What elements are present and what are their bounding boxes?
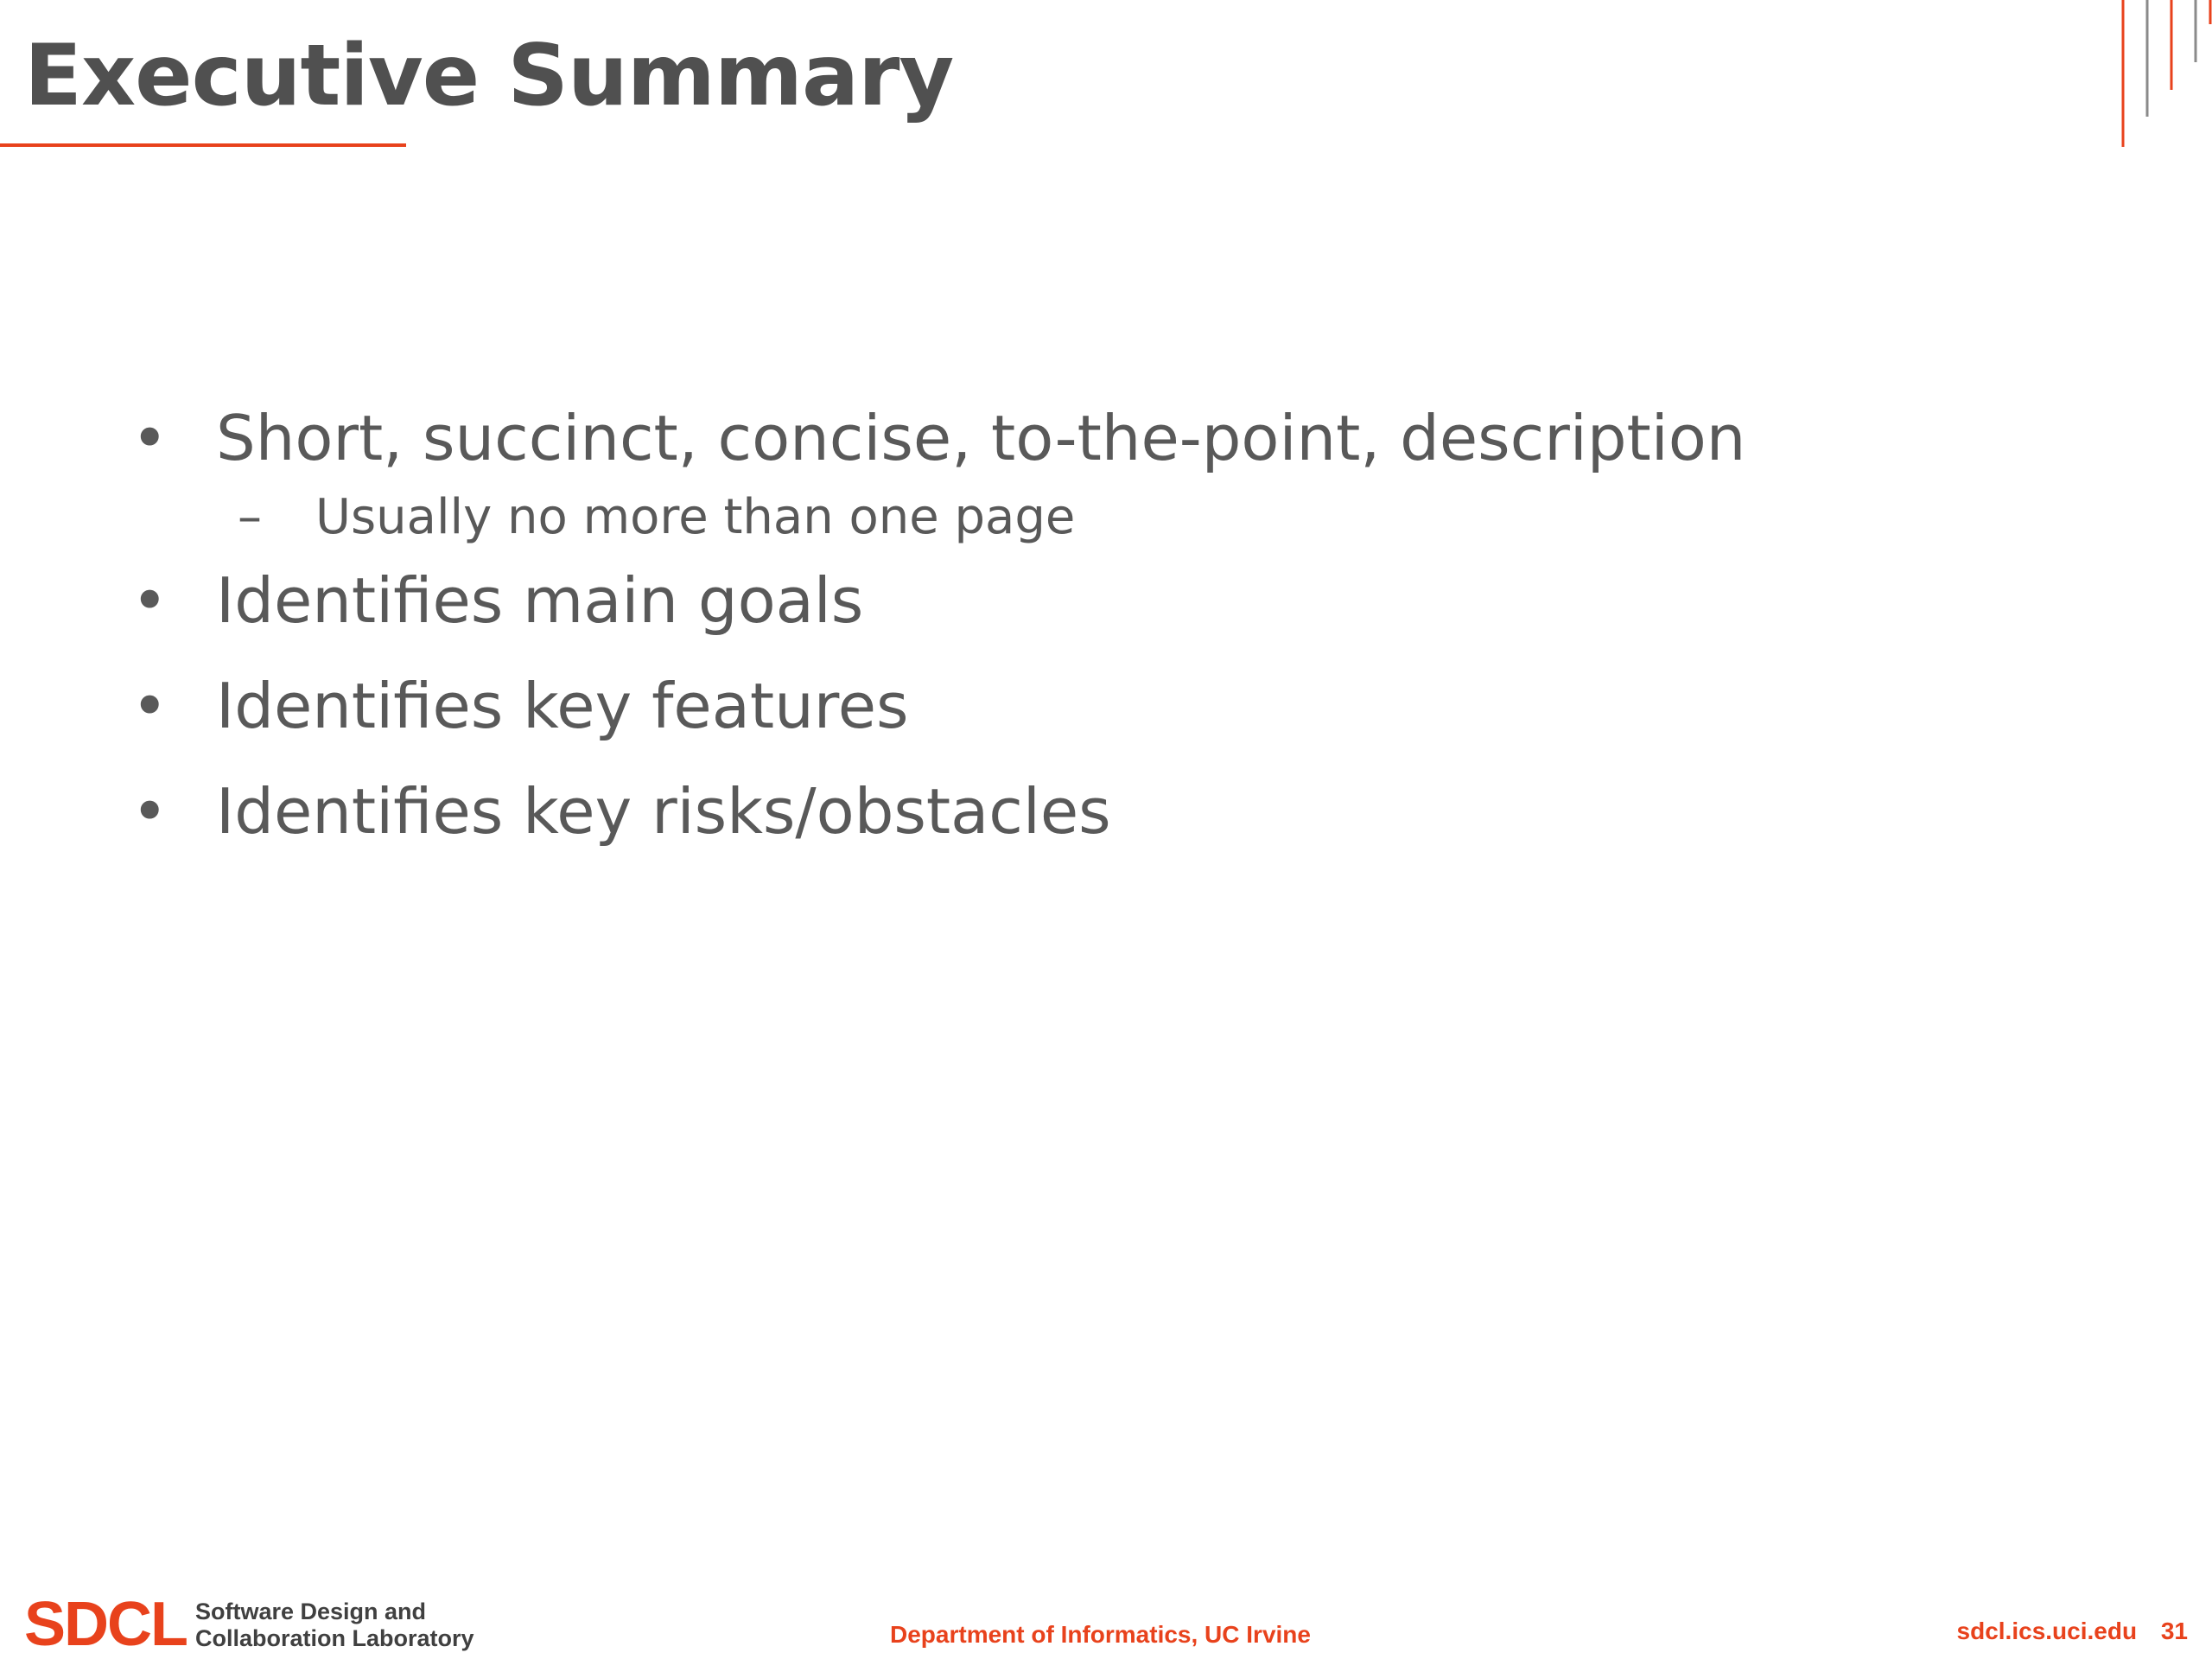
slide-title: Executive Summary	[24, 27, 954, 125]
bullet-marker: •	[131, 402, 168, 474]
sub-bullet-text: Usually no more than one page	[315, 489, 1076, 545]
page-number: 31	[2160, 1618, 2188, 1644]
logo-text-line-2: Collaboration Laboratory	[195, 1625, 474, 1651]
bullet-text: Identifies key features	[216, 670, 909, 742]
footer-site-and-page	[1957, 1618, 2188, 1645]
bullet-text: Short, succinct, concise, to-the-point, description	[216, 402, 1746, 474]
sdcl-logo	[24, 1586, 474, 1659]
bullet-item	[130, 667, 2117, 745]
bullet-text: Identifies main goals	[216, 564, 864, 637]
bullet-item	[130, 562, 2117, 639]
sub-bullet-marker: –	[238, 489, 262, 545]
bullet-marker: •	[131, 564, 168, 637]
footer-site: sdcl.ics.uci.edu	[1956, 1618, 2138, 1644]
corner-decoration	[2074, 0, 2212, 156]
bullet-text: Identifies key risks/obstacles	[216, 775, 1111, 848]
logo-text-line-1: Software Design and	[195, 1599, 427, 1624]
bullet-marker: •	[131, 775, 168, 848]
footer-department: Department of Informatics, UC Irvine	[890, 1621, 1311, 1648]
bullet-item	[130, 772, 2117, 850]
bullet-marker: •	[131, 670, 168, 742]
bullet-list	[130, 399, 2117, 850]
logo-text	[195, 1599, 474, 1656]
bullet-item	[130, 399, 2117, 477]
sub-bullet-item	[130, 487, 2117, 548]
title-underline	[0, 143, 406, 147]
logo-mark: SDCL	[24, 1590, 187, 1659]
